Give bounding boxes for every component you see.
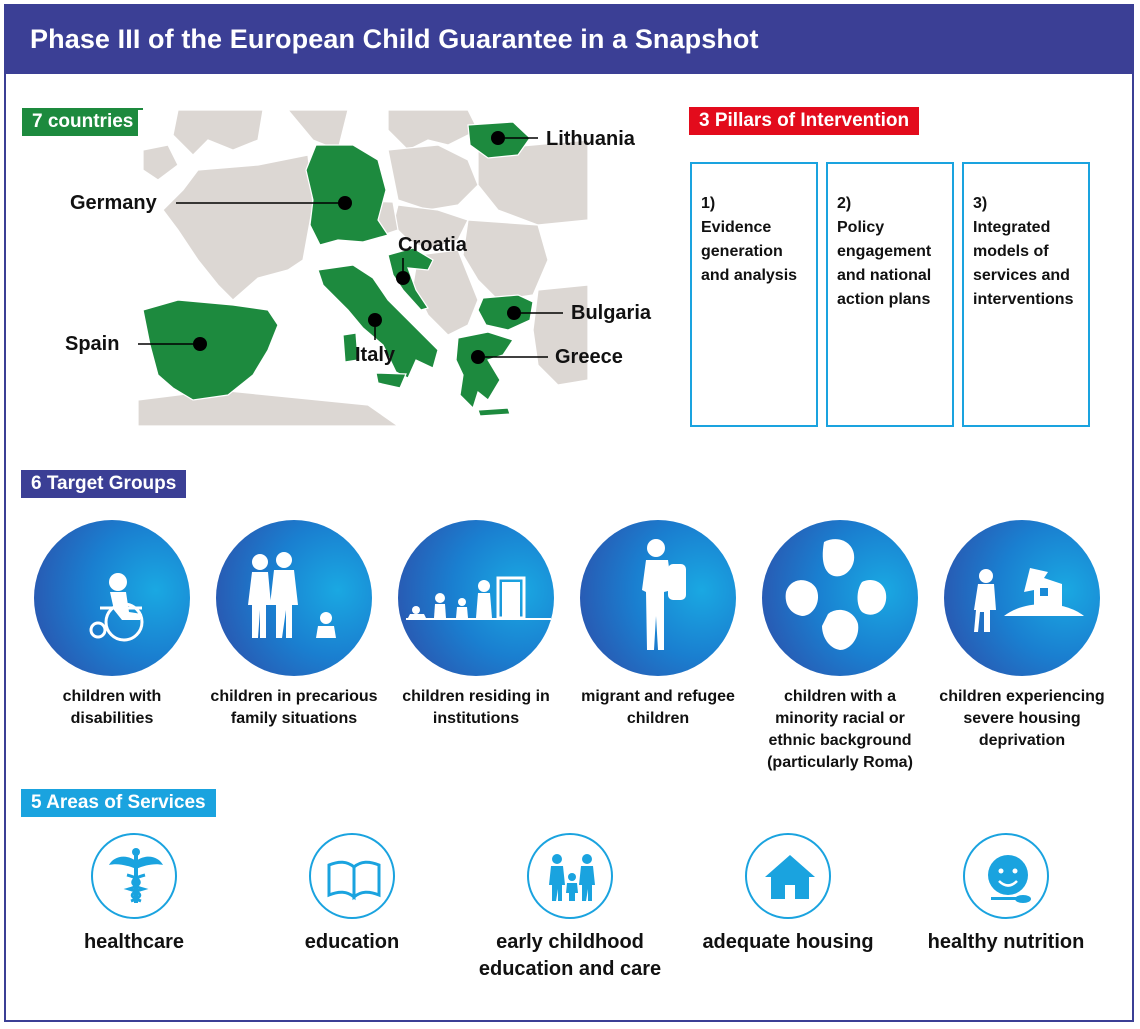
pillar-number: 2) [837, 195, 852, 212]
greece-marker [471, 350, 485, 364]
service-circle-1 [91, 833, 177, 919]
family-icon [216, 520, 372, 676]
country-label-germany: Germany [70, 192, 157, 214]
service-label-4: adequate housing [702, 931, 874, 953]
page-title: Phase III of the European Child Guarantee in a Snapshot [30, 24, 759, 54]
germany-shape [306, 145, 388, 245]
book-icon [311, 835, 397, 921]
pillar-card-2 [826, 162, 954, 427]
pillar-text: Policy engagement and national action plans [837, 219, 932, 308]
target-group-circle-4 [580, 520, 736, 676]
croatia-marker [396, 271, 410, 285]
country-label-lithuania: Lithuania [546, 128, 635, 150]
target-group-label-1: children with disabilities [62, 688, 162, 727]
pillar-card-1 [690, 162, 818, 427]
pillar-number: 1) [701, 195, 716, 212]
country-label-greece: Greece [555, 346, 623, 368]
children-door-icon [398, 520, 554, 676]
pillar-text: Integrated models of services and interventions [973, 219, 1074, 308]
child-wheelchair-icon [34, 520, 190, 676]
child-damaged-house-icon [944, 520, 1100, 676]
smiley-spoon-icon [965, 835, 1051, 921]
pillar-text: Evidence generation and analysis [701, 219, 798, 284]
service-label-2: education [304, 931, 400, 953]
target-group-circle-1 [34, 520, 190, 676]
target-group-label-5: children with a minority racial or ethnic background (particularly Roma) [767, 688, 913, 771]
target-group-circle-3 [398, 520, 554, 676]
country-label-italy: Italy [355, 344, 396, 366]
europe-map [138, 110, 588, 426]
migrant-backpack-icon [580, 520, 736, 676]
target-group-label-6: children experiencing severe housing deprivation [939, 688, 1105, 749]
germany-marker [338, 196, 352, 210]
target-group-label-4: migrant and refugee children [581, 688, 735, 727]
pillar-number: 3) [973, 195, 988, 212]
lithuania-marker [491, 131, 505, 145]
service-circle-2 [309, 833, 395, 919]
services-heading: 5 Areas of Services [21, 789, 216, 817]
pillar-card-3 [962, 162, 1090, 427]
service-circle-4 [745, 833, 831, 919]
service-circle-3 [527, 833, 613, 919]
family-hands-icon [529, 835, 615, 921]
target-group-circle-2 [216, 520, 372, 676]
header-banner [4, 4, 1134, 74]
italy-marker [368, 313, 382, 327]
target-group-circle-5 [762, 520, 918, 676]
service-label-1: healthcare [83, 931, 185, 953]
country-label-spain: Spain [65, 333, 120, 355]
countries-heading: 7 countries [22, 108, 143, 136]
caduceus-icon [93, 835, 179, 921]
target-groups-heading: 6 Target Groups [21, 470, 186, 498]
service-label-3: early childhood education and care [478, 931, 662, 980]
spain-marker [193, 337, 207, 351]
service-label-5: healthy nutrition [927, 931, 1085, 953]
house-icon [747, 835, 833, 921]
target-group-label-2: children in precarious family situations [210, 688, 378, 727]
target-group-label-3: children residing in institutions [402, 688, 550, 727]
service-circle-5 [963, 833, 1049, 919]
diverse-faces-icon [762, 520, 918, 676]
country-label-croatia: Croatia [398, 234, 467, 256]
pillars-heading: 3 Pillars of Intervention [689, 107, 919, 135]
target-group-circle-6 [944, 520, 1100, 676]
country-label-bulgaria: Bulgaria [571, 302, 652, 324]
bulgaria-marker [507, 306, 521, 320]
